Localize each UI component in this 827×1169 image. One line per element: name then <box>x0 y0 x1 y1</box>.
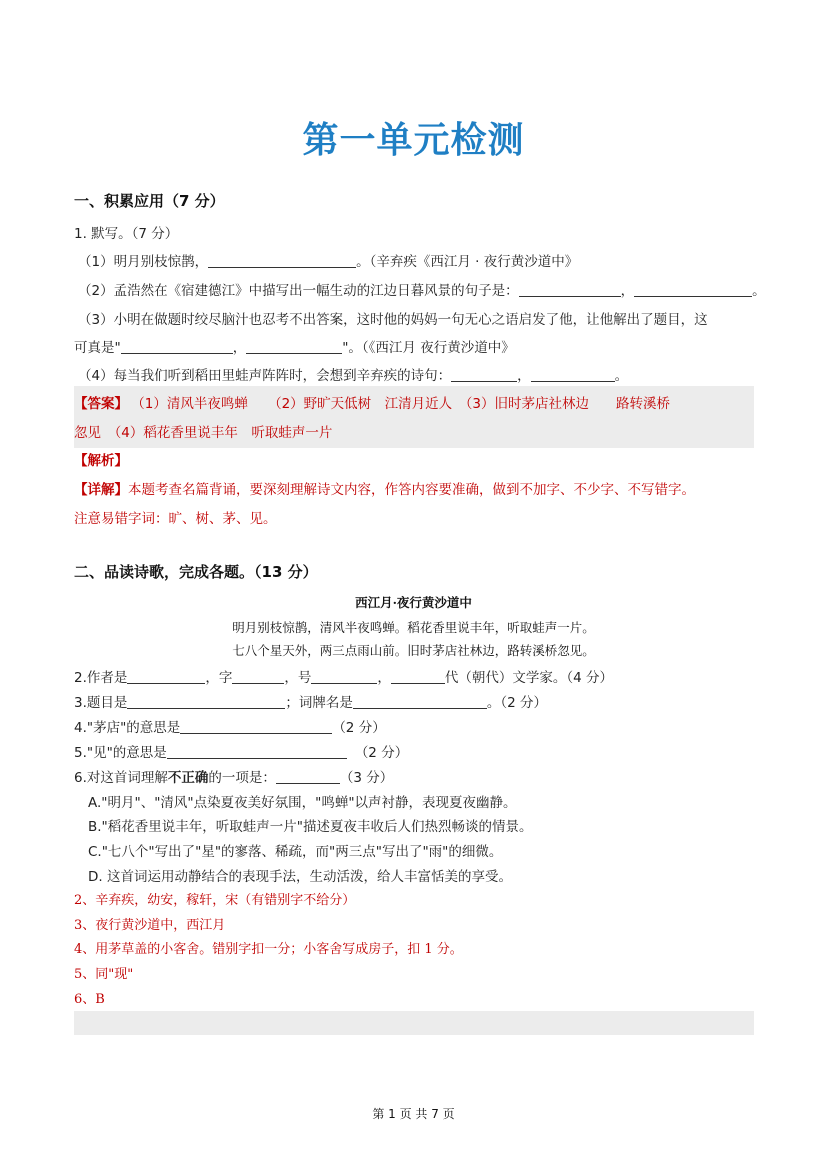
question-text: （2 分） <box>332 720 386 736</box>
fill-blank[interactable] <box>391 670 445 684</box>
page-title: 第一单元检测 <box>302 120 525 161</box>
item-text: 可真是" <box>74 340 121 356</box>
question-text: 6.对这首词理解 <box>74 770 168 786</box>
item-text: "。（《西江月 夜行黄沙道中》 <box>342 340 515 356</box>
page-footer: 第 1 页 共 7 页 <box>372 1107 455 1121</box>
question-1-item-2 <box>78 279 766 299</box>
analysis-label: 【解析】 <box>74 453 128 469</box>
item-text: ， <box>232 340 247 356</box>
question-text: ， <box>377 670 391 686</box>
question-1-stem: 1. 默写。（7 分） <box>74 226 179 242</box>
fill-blank[interactable] <box>232 670 284 684</box>
detail-line-1 <box>74 478 695 498</box>
detail-text: 本题考查名篇背诵，要深刻理解诗文内容，作答内容要准确，做到不加字、不少字、不写错字。 <box>128 482 695 498</box>
question-1-item-3-line-1: （3）小明在做题时绞尽脑汁也忍考不出答案，这时他的妈妈一句无心之语启发了他，让他解出了题目，这 <box>78 312 708 328</box>
question-text: ，字 <box>205 670 233 686</box>
option-c: C."七八个"写出了"星"的寥落、稀疏，而"两三点"写出了"雨"的细微。 <box>88 844 503 860</box>
question-text: （2 分） <box>354 745 409 761</box>
question-text: 2.作者是 <box>74 670 128 686</box>
question-4 <box>74 716 386 736</box>
answer-key-6: 6、B <box>74 992 105 1007</box>
poem-line-2: 七八个星天外，两三点雨山前。旧时茅店社林边，路转溪桥忽见。 <box>232 643 595 658</box>
answer-key-2: 2、辛弃疾，幼安，稼轩，宋（有错别字不给分） <box>74 893 356 908</box>
fill-blank[interactable] <box>180 720 332 734</box>
item-text: 。 <box>752 283 766 299</box>
question-1-item-1 <box>78 250 578 270</box>
item-text: ， <box>517 368 531 384</box>
question-1-item-3-line-2 <box>74 336 515 356</box>
item-text: 。 <box>614 368 629 384</box>
question-text: 。（2 分） <box>486 695 548 711</box>
question-1-item-4 <box>78 364 628 384</box>
question-text: 的一项是： <box>208 770 276 786</box>
poem-title: 西江月·夜行黄沙道中 <box>355 595 472 610</box>
item-text: ， <box>620 283 635 299</box>
option-a: A."明月"、"清风"点染夏夜美好氛围，"鸣蝉"以声衬静，表现夏夜幽静。 <box>88 795 517 811</box>
fill-blank[interactable] <box>121 340 233 354</box>
detail-line-2: 注意易错字词：旷、树、茅、见。 <box>74 511 277 527</box>
fill-blank[interactable] <box>276 770 340 784</box>
option-b: B."稻花香里说丰年，听取蛙声一片"描述夏夜丰收后人们热烈畅谈的情景。 <box>88 819 533 835</box>
poem-line-1: 明月别枝惊鹊，清风半夜鸣蝉。稻花香里说丰年，听取蛙声一片。 <box>232 620 595 635</box>
question-5 <box>74 741 408 761</box>
answer-text: （1）清风半夜鸣蝉 （2）野旷天低树 江清月近人 （3）旧时茅店社林边 路转溪桥 <box>138 396 671 412</box>
answer-key-5: 5、同"现" <box>74 967 134 982</box>
question-text: 3.题目是 <box>74 695 128 711</box>
answer-line-1 <box>74 392 670 412</box>
fill-blank[interactable] <box>127 670 205 684</box>
item-text: （1）明月别枝惊鹊， <box>78 254 209 270</box>
section-heading-1: 一、积累应用（7 分） <box>74 192 225 210</box>
answer-box-empty <box>74 1011 754 1035</box>
question-3 <box>74 691 547 711</box>
fill-blank[interactable] <box>167 745 347 759</box>
answer-key-4: 4、用茅草盖的小客舍。错别字扣一分；小客舍写成房子，扣 1 分。 <box>74 942 463 957</box>
fill-blank[interactable] <box>451 368 517 382</box>
option-d: D. 这首词运用动静结合的表现手法，生动活泼，给人丰富恬美的享受。 <box>88 869 512 885</box>
detail-label: 【详解】 <box>74 482 128 498</box>
question-2 <box>74 666 613 686</box>
question-6 <box>74 766 393 786</box>
answer-label: 【答案】 <box>74 396 128 412</box>
answer-key-3: 3、夜行黄沙道中，西江月 <box>74 918 226 933</box>
section-heading-2: 二、品读诗歌，完成各题。（13 分） <box>74 563 318 581</box>
question-text: ；词牌名是 <box>285 695 353 711</box>
fill-blank[interactable] <box>531 368 615 382</box>
question-text: ，号 <box>284 670 312 686</box>
fill-blank[interactable] <box>634 283 752 297</box>
question-emphasis: 不正确 <box>167 770 209 786</box>
fill-blank[interactable] <box>519 283 621 297</box>
question-text: 代（朝代）文学家。（4 分） <box>444 670 614 686</box>
fill-blank[interactable] <box>353 695 487 709</box>
fill-blank[interactable] <box>127 695 285 709</box>
question-text: 4."茅店"的意思是 <box>74 720 181 736</box>
item-text: （4）每当我们听到稻田里蛙声阵阵时，会想到辛弃疾的诗句： <box>78 368 452 384</box>
item-text: 。（辛弃疾《西江月 · 夜行黄沙道中》 <box>356 254 579 270</box>
item-text: （2）孟浩然在《宿建德江》中描写出一幅生动的江边日暮风景的句子是： <box>78 283 519 299</box>
fill-blank[interactable] <box>311 670 377 684</box>
fill-blank[interactable] <box>246 340 342 354</box>
question-text: （3 分） <box>339 770 394 786</box>
question-text: 5."见"的意思是 <box>74 745 167 761</box>
answer-line-2: 忽见 （4）稻花香里说丰年 听取蛙声一片 <box>74 425 333 441</box>
fill-blank[interactable] <box>208 254 356 268</box>
